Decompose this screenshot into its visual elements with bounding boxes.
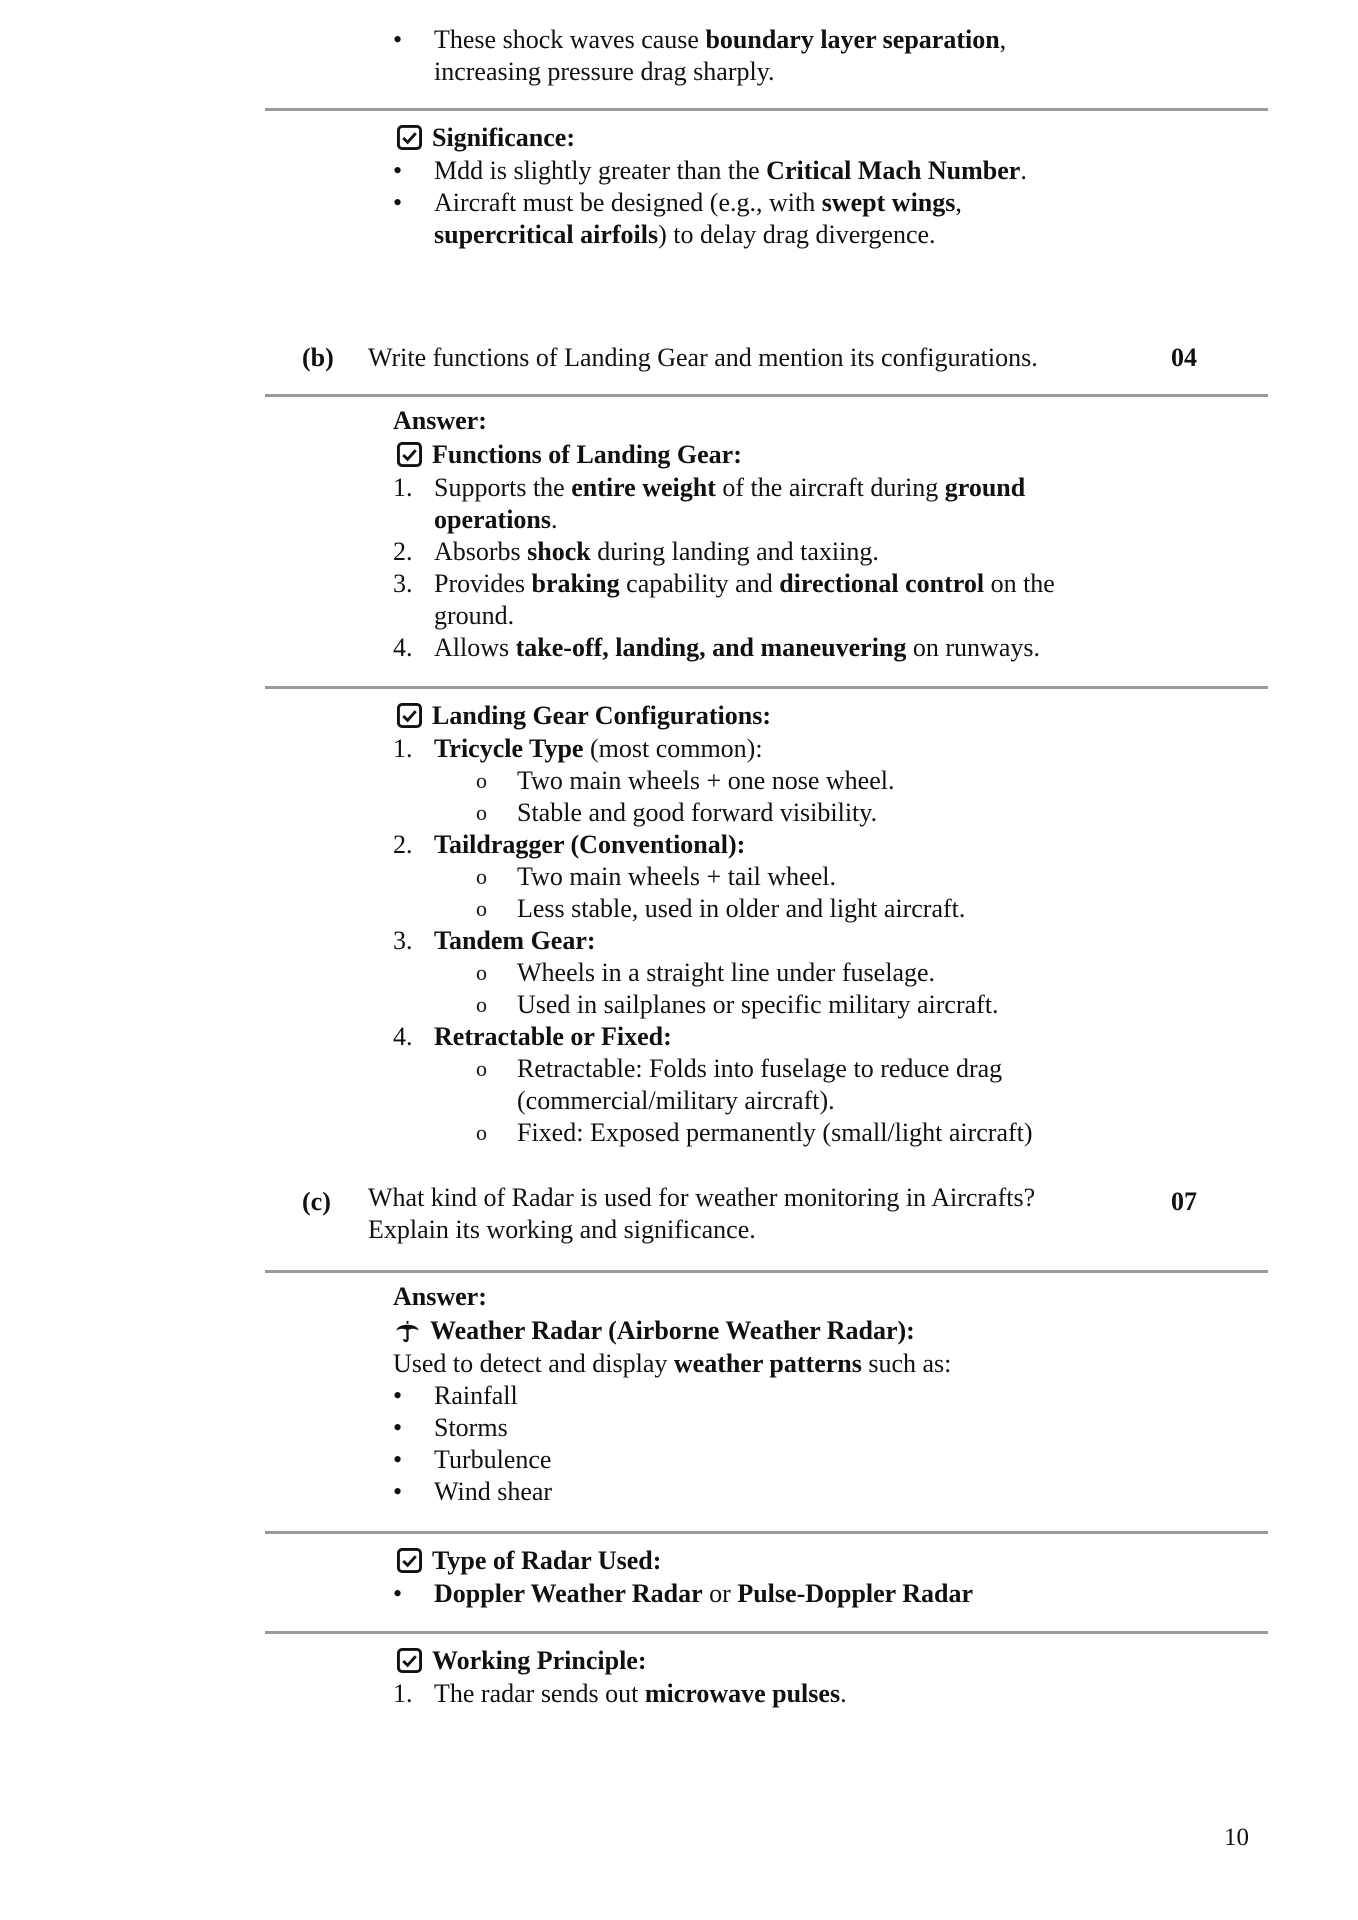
page-number: 10 [1224,1824,1249,1851]
question-text: Write functions of Landing Gear and mention its configurations. [368,343,1038,372]
section-divider [265,686,1268,689]
radar-type-section [393,1543,1193,1610]
radar-type-heading: Type of Radar Used: [432,1545,662,1575]
list-item: 1. Supports the entire weight of the aircraft during ground [393,473,1026,502]
weather-radar-heading: Weather Radar (Airborne Weather Radar): [430,1315,915,1345]
weather-radar-section: Answer: Weather Radar (Airborne Weather Radar): Used to detect and display weather patterns such as: • Rainfall • Storms • Turbulence • Wind shear [393,1281,1193,1508]
answer-label: Answer: [393,406,487,435]
list-item: • Storms [393,1412,1193,1444]
working-principle-section [393,1643,1193,1710]
bullet-dot [393,24,423,56]
configurations-section: Landing Gear Configurations: 1. Tricycle Type (most common): o Two main wheels + one nose wheel. o Stable and good forward visibility. 2. Taildragger (Conventional): o Two main wheels + tail wheel. o Less stable, used in older and light aircraft. 3. Tandem Gear: o Wheels in a straight line under fuselage. o Used in sailplanes or specific military aircraft. 4. Retractable or Fixed: o Retractable: Folds into fuselage to reduce drag (commercial/military aircraft). o Fixed: Exposed permanently (small/light aircraft) [393,698,1193,1149]
question-marks: 04 [1171,343,1197,372]
bullet-dot [393,1578,423,1610]
section-divider [265,394,1268,397]
checkbox-checked-icon [397,442,422,467]
checkbox-checked-icon [397,1648,422,1673]
list-item: 2. Absorbs shock during landing and taxiing. [393,537,879,566]
list-item: • Rainfall [393,1380,1193,1412]
checkbox-checked-icon [397,125,422,150]
list-item: 4. Retractable or Fixed: [393,1022,672,1051]
configurations-heading: Landing Gear Configurations: [432,700,772,730]
question-text: What kind of Radar is used for weather monitoring in Aircrafts? [368,1183,1036,1212]
section-divider [265,108,1268,111]
bullet-dot [393,1380,423,1412]
shock-wave-bullet: • These shock waves cause boundary layer separation, increasing pressure drag sharply. [393,24,1193,88]
question-b [265,342,1268,374]
bullet-dot [393,1444,423,1476]
question-marks: 07 [1171,1187,1197,1216]
question-label: (b) [302,343,334,372]
section-divider [265,1631,1268,1634]
list-item: 3. Tandem Gear: [393,926,596,955]
section-divider [265,1270,1268,1273]
list-item: • Turbulence [393,1444,1193,1476]
question-text-line2: Explain its working and significance. [368,1215,756,1244]
umbrella-icon [395,1318,420,1343]
list-item: 2. Taildragger (Conventional): [393,830,746,859]
checkbox-checked-icon [397,703,422,728]
section-divider [265,1531,1268,1534]
checkbox-checked-icon [397,1548,422,1573]
bullet-dot [393,1476,423,1508]
list-item: 1. The radar sends out microwave pulses. [393,1679,847,1708]
list-item: 4. Allows take-off, landing, and maneuvering on runways. [393,633,1040,662]
significance-heading: Significance: [432,122,575,152]
bullet-dot [393,187,423,219]
significance-section: Significance: • Mdd is slightly greater than the Critical Mach Number. • Aircraft must be designed (e.g., with swept wings, supercritical airfoils) to delay drag divergence. [393,120,1193,251]
list-item: 1. Tricycle Type (most common): [393,734,763,763]
functions-section: Answer: Functions of Landing Gear: 1. Supports the entire weight of the aircraft during ground operations. 2. Absorbs shock during landing and taxiing. 3. Provides braking capability and directional control on the ground. 4. Allows take-off, landing, and maneuvering on runways. [393,405,1193,664]
working-principle-heading: Working Principle: [432,1645,647,1675]
question-label: (c) [302,1187,331,1216]
question-c [265,1182,1268,1246]
list-item: 3. Provides braking capability and directional control on the [393,569,1055,598]
answer-label: Answer: [393,1282,487,1311]
functions-heading: Functions of Landing Gear: [432,439,742,469]
list-item: • Doppler Weather Radar or Pulse-Doppler Radar [393,1578,1193,1610]
bullet-dot [393,1412,423,1444]
bullet-dot [393,155,423,187]
list-item: • Wind shear [393,1476,1193,1508]
